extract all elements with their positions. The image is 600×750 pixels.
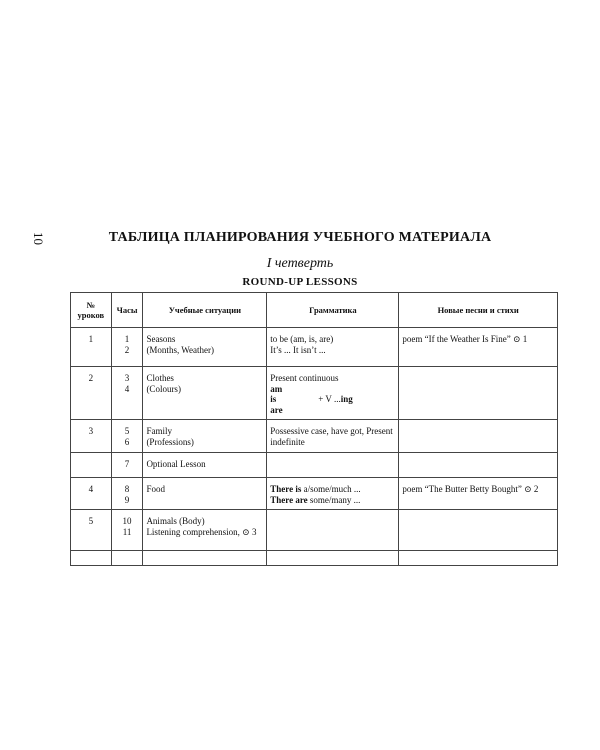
- section-subtitle: ROUND-UP LESSONS: [242, 276, 358, 288]
- grammar-cell: [267, 420, 399, 453]
- hours-cell: [111, 367, 143, 420]
- lesson-number-cell: 5: [71, 510, 112, 551]
- grammar-cell: [267, 510, 399, 551]
- situation-text: Optional Lesson: [146, 459, 206, 469]
- grammar-suffix: [318, 394, 353, 405]
- hour-value: 3: [124, 373, 130, 383]
- hour-value: 7: [124, 459, 130, 469]
- grammar-text: to be (am, is, are): [270, 334, 334, 344]
- empty-cell: [111, 551, 143, 566]
- grammar-text: It’s ... It isn’t ...: [270, 344, 326, 355]
- songs-cell: poem “If the Weather Is Fine” ⊙ 1: [399, 328, 558, 367]
- lesson-number-cell: [71, 453, 112, 478]
- table-header-row: [71, 293, 558, 328]
- songs-cell: [399, 420, 558, 453]
- page-title: ТАБЛИЦА ПЛАНИРОВАНИЯ УЧЕБНОГО МАТЕРИАЛА: [108, 230, 492, 245]
- header-num-symbol: №: [86, 299, 96, 310]
- grammar-aux-verb: is: [270, 394, 277, 404]
- lesson-number-cell: 2: [71, 367, 112, 420]
- hour-value: 8: [124, 484, 130, 494]
- grammar-plain: some/many ...: [307, 494, 361, 505]
- hours-cell: [111, 420, 143, 453]
- situation-cell: [143, 420, 267, 453]
- lesson-number-cell: 4: [71, 478, 112, 510]
- empty-cell: [71, 551, 112, 566]
- hours-cell: [111, 478, 143, 510]
- table-row: [71, 453, 558, 478]
- grammar-text: Possessive case, have got, Present: [270, 426, 393, 436]
- header-songs: Новые песни и стихи: [399, 293, 558, 328]
- hours-cell: [111, 453, 143, 478]
- empty-cell: [399, 551, 558, 566]
- situation-text: (Colours): [146, 383, 181, 394]
- hour-value: 9: [124, 494, 130, 505]
- table-row: [71, 367, 558, 420]
- situation-cell: [143, 510, 267, 551]
- grammar-suffix-plain: + V ...: [318, 393, 341, 404]
- situation-cell: [143, 453, 267, 478]
- grammar-cell: [267, 367, 399, 420]
- table-row-continuation: [71, 551, 558, 566]
- grammar-bold: There are: [270, 494, 308, 505]
- empty-cell: [143, 551, 267, 566]
- grammar-bold: There is: [270, 484, 302, 494]
- situation-cell: [143, 328, 267, 367]
- situation-text: Family: [146, 426, 172, 436]
- header-situations: Учебные ситуации: [143, 293, 267, 328]
- grammar-aux-verb: am: [270, 383, 283, 394]
- hours-cell: [111, 510, 143, 551]
- lesson-number-cell: 1: [71, 328, 112, 367]
- situation-text: (Professions): [146, 436, 194, 447]
- grammar-aux-verb: are: [270, 404, 283, 415]
- grammar-text: [270, 484, 395, 495]
- grammar-text: [270, 495, 395, 506]
- situation-cell: [143, 478, 267, 510]
- header-lesson-number: [71, 293, 112, 328]
- situation-text: Animals (Body): [146, 516, 205, 526]
- empty-cell: [267, 551, 399, 566]
- hour-value: 5: [124, 426, 130, 436]
- table-row: [71, 420, 558, 453]
- hour-value: 4: [124, 383, 130, 394]
- grammar-cell: [267, 328, 399, 367]
- hours-cell: [111, 328, 143, 367]
- hour-value: 6: [124, 436, 130, 447]
- grammar-plain: a/some/much ...: [301, 484, 361, 494]
- hour-value: 10: [122, 516, 132, 526]
- grammar-cell: [267, 453, 399, 478]
- page-number: 10: [31, 232, 46, 245]
- lesson-number-cell: 3: [71, 420, 112, 453]
- songs-cell: [399, 510, 558, 551]
- hour-value: 11: [122, 526, 132, 537]
- header-grammar: Грамматика: [267, 293, 399, 328]
- grammar-cell: [267, 478, 399, 510]
- situation-text: Seasons: [146, 334, 176, 344]
- header-hours: Часы: [111, 293, 143, 328]
- table-row: [71, 328, 558, 367]
- hour-value: 2: [124, 344, 130, 355]
- situation-cell: [143, 367, 267, 420]
- present-continuous-formula: [270, 384, 395, 416]
- situation-text: Listening comprehension, ⊙ 3: [146, 526, 257, 537]
- songs-cell: [399, 367, 558, 420]
- grammar-title: Present continuous: [270, 373, 339, 383]
- quarter-heading: I четверть: [266, 256, 334, 271]
- header-num-label: уроков: [77, 310, 105, 320]
- grammar-text: indefinite: [270, 436, 305, 447]
- table-row: [71, 478, 558, 510]
- situation-text: Clothes: [146, 373, 174, 383]
- planning-table: [70, 292, 558, 566]
- songs-cell: [399, 453, 558, 478]
- situation-text: Food: [146, 484, 165, 494]
- hour-value: 1: [124, 334, 130, 344]
- situation-text: (Months, Weather): [146, 344, 215, 355]
- grammar-suffix-bold: ing: [340, 393, 353, 404]
- table-row: [71, 510, 558, 551]
- songs-cell: poem “The Butter Betty Bought” ⊙ 2: [399, 478, 558, 510]
